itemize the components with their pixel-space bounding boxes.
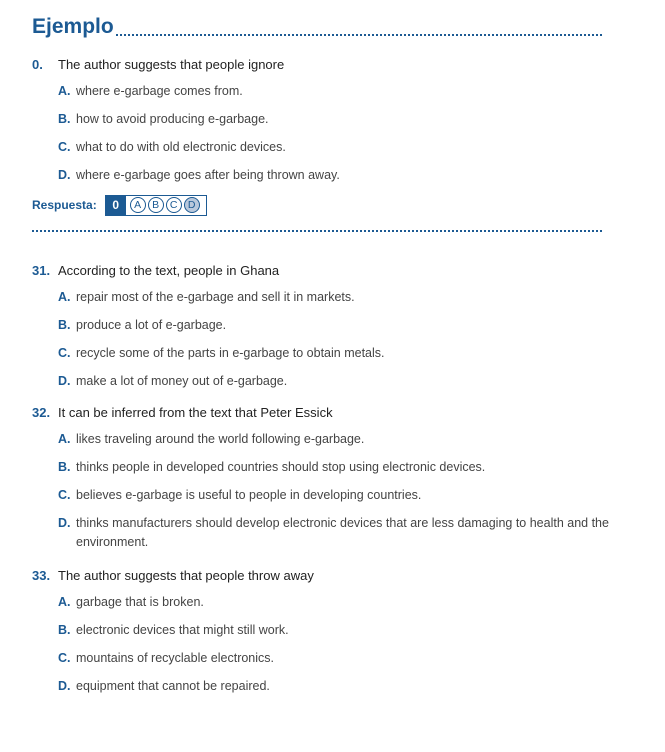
question-number: 0. bbox=[32, 57, 43, 72]
bubble-c[interactable]: C bbox=[166, 197, 182, 213]
option-letter: C. bbox=[58, 346, 71, 360]
option-a[interactable] bbox=[58, 288, 632, 307]
option-a[interactable] bbox=[58, 82, 632, 101]
answer-row bbox=[32, 195, 207, 215]
option-text: produce a lot of e-garbage. bbox=[76, 318, 227, 332]
question-33 bbox=[32, 567, 632, 696]
option-b[interactable] bbox=[58, 458, 632, 477]
option-text: make a lot of money out of e-garbage. bbox=[76, 374, 288, 388]
question-32 bbox=[32, 404, 632, 552]
option-d[interactable] bbox=[58, 166, 632, 185]
question-stem bbox=[32, 262, 632, 280]
option-a[interactable] bbox=[58, 593, 632, 612]
option-a[interactable] bbox=[58, 430, 632, 449]
option-letter: C. bbox=[58, 651, 71, 665]
option-letter: A. bbox=[58, 290, 71, 304]
question-number: 33. bbox=[32, 568, 51, 583]
question-number: 32. bbox=[32, 405, 51, 420]
bubble-d-selected[interactable]: D bbox=[184, 197, 200, 213]
option-text: thinks people in developed countries should stop using electronic devices. bbox=[76, 460, 486, 474]
bubble-a[interactable]: A bbox=[130, 197, 146, 213]
option-b[interactable] bbox=[58, 316, 632, 335]
option-letter: C. bbox=[58, 488, 71, 502]
example-title: Ejemplo bbox=[32, 15, 114, 38]
question-stem bbox=[32, 56, 632, 74]
option-text: electronic devices that might still work. bbox=[76, 623, 289, 637]
option-letter: B. bbox=[58, 460, 71, 474]
option-letter: B. bbox=[58, 623, 71, 637]
answer-label: Respuesta: bbox=[32, 198, 97, 212]
example-header bbox=[32, 10, 602, 40]
question-text: It can be inferred from the text that Peter Essick bbox=[58, 405, 333, 420]
option-letter: A. bbox=[58, 432, 71, 446]
answer-sheet-box bbox=[105, 195, 207, 216]
option-text: what to do with old electronic devices. bbox=[76, 140, 286, 154]
answer-number: 0 bbox=[106, 196, 126, 215]
option-text: likes traveling around the world following e-garbage. bbox=[76, 432, 365, 446]
option-letter: B. bbox=[58, 318, 71, 332]
option-c[interactable] bbox=[58, 344, 632, 363]
option-d[interactable] bbox=[58, 372, 632, 391]
example-question bbox=[32, 56, 632, 185]
option-letter: A. bbox=[58, 595, 71, 609]
option-c[interactable] bbox=[58, 486, 632, 505]
option-text: recycle some of the parts in e-garbage to obtain metals. bbox=[76, 346, 385, 360]
option-text: how to avoid producing e-garbage. bbox=[76, 112, 269, 126]
question-text: The author suggests that people throw away bbox=[58, 568, 314, 583]
option-letter: D. bbox=[58, 168, 71, 182]
option-letter: C. bbox=[58, 140, 71, 154]
option-text: garbage that is broken. bbox=[76, 595, 204, 609]
option-d[interactable] bbox=[58, 677, 632, 696]
option-text: where e-garbage comes from. bbox=[76, 84, 243, 98]
option-letter: A. bbox=[58, 84, 71, 98]
option-letter: B. bbox=[58, 112, 71, 126]
question-31 bbox=[32, 262, 632, 391]
question-stem bbox=[32, 567, 632, 585]
option-b[interactable] bbox=[58, 110, 632, 129]
option-text: believes e-garbage is useful to people in developing countries. bbox=[76, 488, 422, 502]
bubble-b[interactable]: B bbox=[148, 197, 164, 213]
option-text: repair most of the e-garbage and sell it in markets. bbox=[76, 290, 355, 304]
section-divider bbox=[32, 230, 602, 232]
option-b[interactable] bbox=[58, 621, 632, 640]
header-dotted-rule bbox=[116, 34, 602, 36]
question-number: 31. bbox=[32, 263, 51, 278]
option-text: where e-garbage goes after being thrown away. bbox=[76, 168, 340, 182]
option-c[interactable] bbox=[58, 138, 632, 157]
question-stem bbox=[32, 404, 632, 422]
option-letter: D. bbox=[58, 516, 71, 530]
option-letter: D. bbox=[58, 679, 71, 693]
option-c[interactable] bbox=[58, 649, 632, 668]
option-d[interactable] bbox=[58, 514, 618, 552]
option-text: thinks manufacturers should develop electronic devices that are less damaging to health and the environment. bbox=[76, 516, 609, 549]
question-text: According to the text, people in Ghana bbox=[58, 263, 280, 278]
option-letter: D. bbox=[58, 374, 71, 388]
question-text: The author suggests that people ignore bbox=[58, 57, 285, 72]
option-text: equipment that cannot be repaired. bbox=[76, 679, 270, 693]
option-text: mountains of recyclable electronics. bbox=[76, 651, 275, 665]
